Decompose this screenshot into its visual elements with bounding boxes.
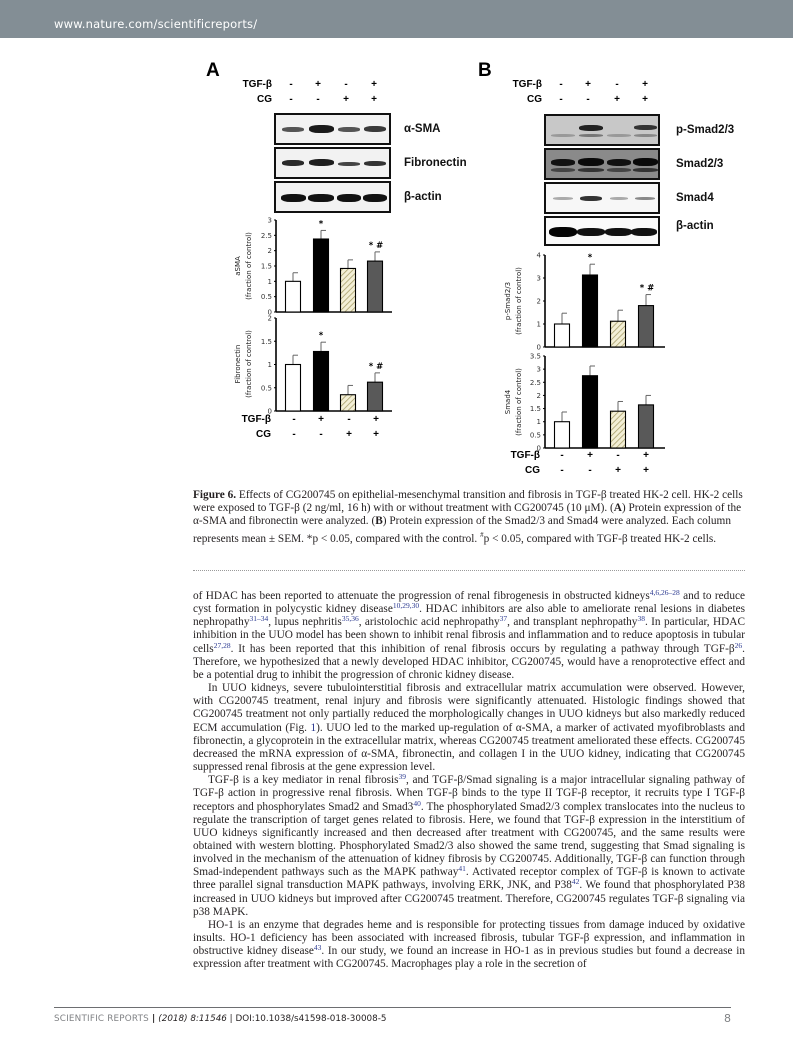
y-tick-label: 1 <box>267 361 272 369</box>
citation-ref[interactable]: 10,29,30 <box>392 601 420 611</box>
figure-caption <box>193 489 745 546</box>
y-tick-label: 4 <box>536 251 541 260</box>
panel-b-condition-value: - <box>559 79 563 90</box>
paragraph-3-text: . Activated receptor complex of TGF-β is known to activate three parallel signal transduction MAPK pathways, involving ERK, JNK, and P38 <box>193 866 746 892</box>
blot-label-beta-actin-b: β-actin <box>676 220 714 232</box>
panel-b-condition-value: - <box>615 79 619 90</box>
y-tick-label: 0 <box>536 343 541 352</box>
panel-b-x-condition-value: + <box>587 450 593 461</box>
citation-ref[interactable]: 4,6,26–28 <box>649 588 680 597</box>
y-axis-label: aSMA <box>234 256 242 276</box>
paragraph-1-text: . In particular, HDAC inhibition in the UUO model has been shown to inhibit renal fibrosis and inflammation and to reduce apoptosis in tubular cells <box>193 616 745 655</box>
y-tick-label: 1 <box>267 277 272 286</box>
panel-b-condition-value: - <box>559 94 563 105</box>
caption-text-2: ) Protein expression of the α-SMA and fibronectin were analyzed. ( <box>193 502 742 528</box>
y-tick-label: 0.5 <box>529 431 541 440</box>
figure-1-link[interactable]: 1 <box>310 721 317 734</box>
paragraph-1-text: of HDAC has been reported to attenuate the progression of renal fibrogenesis in obstructed kidneys <box>193 590 650 602</box>
panel-a-condition-value: - <box>289 94 293 105</box>
panel-b-x-condition-value: + <box>615 465 621 476</box>
y-axis-label: Fibronectin <box>234 344 242 384</box>
y-tick-label: 3 <box>536 274 541 283</box>
paragraph-1-text: , aristolochic acid nephropathy <box>358 616 500 629</box>
panel-a-condition-label: TGF-β <box>242 79 272 90</box>
panel-a-condition-value: - <box>289 79 293 90</box>
caption-ref-a: A <box>613 502 622 515</box>
bar-charts <box>0 0 793 490</box>
bar <box>639 306 654 347</box>
panel-a-x-condition-value: + <box>346 429 352 440</box>
paragraph-1-text: . HDAC inhibitors are also able to ameliorate renal lesions in diabetes nephropathy <box>193 603 745 629</box>
significance-annotation: * <box>318 331 324 342</box>
panel-a-x-condition-value: - <box>347 414 351 425</box>
panel-b-x-condition-value: - <box>588 465 592 476</box>
panel-b-x-condition-label: TGF-β <box>510 450 540 461</box>
y-axis-label-unit: (fraction of control) <box>515 368 523 436</box>
panel-a-condition-value: + <box>371 94 377 105</box>
panel-a-letter: A <box>206 60 220 81</box>
panel-a-x-condition-value: + <box>373 429 379 440</box>
paragraph-3-text: . The phosphorylated Smad2/3 complex translocates into the nucleus to regulate the transcription of target genes related to fibrosis. Here, we found that TGF-β expression in the interstitium of UUO kidneys significantly increased and then decreased after treatment with CG200745, and the same results were obtained with western blotting. Phosphorylated Smad2/3 also showed the same trend, suggesting that Smad signaling is involved in the mechanism of the attenuation of kidney fibrosis by CG200745. Additionally, TGF-β can function through Smad-independent pathways such as the MAPK pathway <box>193 800 745 879</box>
paragraph-1-text: and to reduce cyst formation in polycystic kidney disease <box>193 590 745 616</box>
significance-annotation: * # <box>639 283 655 294</box>
footer <box>54 1014 387 1024</box>
paragraph-1-text: . It has been reported that this inhibition of renal fibrosis occurs by regulating a pathway through TGF-β <box>230 642 735 655</box>
bar <box>286 365 301 412</box>
site-url[interactable]: www.nature.com/scientificreports/ <box>54 17 258 31</box>
paragraph-1-text: , lupus nephritis <box>268 616 342 629</box>
footer-sep-1: | <box>148 1014 159 1024</box>
y-axis-label-unit: (fraction of control) <box>245 330 253 398</box>
footer-sep-2: | <box>226 1014 236 1024</box>
bar <box>583 275 598 347</box>
blot-label-smad4: Smad4 <box>676 192 714 204</box>
footer-doi[interactable]: DOI:10.1038/s41598-018-30008-5 <box>235 1014 387 1024</box>
panel-b-letter: B <box>478 60 492 81</box>
paragraph-1-text: . Therefore, we hypothesized that a newly developed HDAC inhibitor, CG200745, would have a renoprotective effect and be a potential drug to inhibit the progression of chronic kidney disease. <box>193 642 745 681</box>
bar <box>583 376 598 448</box>
paragraph-1-text: , and transplant nephropathy <box>507 616 638 629</box>
citation-ref[interactable]: 37 <box>499 614 508 624</box>
blot-label-smad23: Smad2/3 <box>676 158 724 170</box>
article-body <box>193 590 745 972</box>
blot-label-alpha-sma: α-SMA <box>404 123 441 135</box>
y-axis-label: Smad4 <box>504 389 512 415</box>
citation-ref[interactable]: 26 <box>734 640 743 650</box>
y-tick-label: 3 <box>267 216 272 225</box>
bar <box>611 411 626 448</box>
paragraph-1 <box>193 590 745 682</box>
citation-ref[interactable]: 35,36 <box>341 614 359 624</box>
y-tick-label: 0.5 <box>260 384 272 393</box>
bar <box>341 395 356 411</box>
y-tick-label: 2 <box>267 314 272 323</box>
bar <box>314 239 329 312</box>
y-tick-label: 2.5 <box>260 231 272 240</box>
caption-hash: # <box>480 530 484 539</box>
panel-b-x-condition-value: - <box>560 450 564 461</box>
y-axis-label-unit: (fraction of control) <box>245 232 253 300</box>
panel-b-condition-value: + <box>614 94 620 105</box>
paragraph-4-text: . In our study, we found an increase in HO-1 as in previous studies but found a decrease in expression after treatment with CG200745. Macrophages play a role in the secretion of <box>193 945 745 971</box>
paragraph-4-text: HO-1 is an enzyme that degrades heme and is responsible for protecting tissues from damage induced by oxidative insults. HO-1 deficiency has been associated with increased fibrosis, tubular TGF-β expression, and inflammation in obstructive kidney disease <box>193 918 745 958</box>
caption-ref-b: B <box>375 515 383 528</box>
significance-annotation: * <box>587 253 593 264</box>
y-tick-label: 1 <box>536 418 541 427</box>
y-tick-label: 0 <box>267 308 272 317</box>
y-tick-label: 0.5 <box>260 293 272 302</box>
citation-ref[interactable]: 27,28 <box>213 640 231 650</box>
footer-rule <box>54 1007 731 1008</box>
caption-label: Figure 6. <box>193 489 237 501</box>
citation-ref[interactable]: 39 <box>398 772 407 782</box>
paragraph-2-text-b: ). UUO led to the marked up-regulation of α-SMA, a marker of activated myofibroblasts and fibronectin, a glycoprotein in the extracellular matrix, whereas CG200745 treatment ameliorated these effects. CG200745 decreased the mRNA expression of α-SMA, fibronectin, and collagen I in the UUO kidney, indicating that CG200745 suppressed renal fibrosis at the gene expression level. <box>193 721 745 774</box>
panel-a-condition-value: - <box>344 79 348 90</box>
citation-ref[interactable]: 38 <box>637 614 645 624</box>
panel-a-x-condition-value: - <box>292 414 296 425</box>
panel-b-condition-value: - <box>586 94 590 105</box>
citation-ref[interactable]: 31–34 <box>249 614 269 624</box>
paragraph-2 <box>193 682 745 774</box>
y-tick-label: 3 <box>536 365 541 374</box>
panel-a-x-condition-value: + <box>373 414 379 425</box>
y-tick-label: 3.5 <box>529 352 541 361</box>
blot-label-p-smad23: p-Smad2/3 <box>676 124 735 136</box>
panel-a-condition-value: + <box>371 79 377 90</box>
bar <box>286 281 301 312</box>
y-tick-label: 0 <box>536 444 541 453</box>
y-tick-label: 0 <box>267 407 272 416</box>
panel-a-x-condition-label: CG <box>256 429 271 440</box>
paragraph-3-text: , and TGF-β/Smad signaling is a major intracellular signaling pathway of TGF-β action in progressive renal fibrosis. When TGF-β binds to the type II TGF-β receptor, it recruits type I TGF-β receptors and phosphorylates Smad2 and Smad3 <box>193 774 746 813</box>
panel-a-x-condition-value: - <box>292 429 296 440</box>
panel-a-condition-label: CG <box>257 94 272 105</box>
section-divider <box>193 570 745 571</box>
y-axis-label: p-Smad2/3 <box>504 281 512 321</box>
bar <box>555 324 570 347</box>
panel-b-condition-value: + <box>642 79 648 90</box>
bar <box>314 351 329 411</box>
paragraph-3-text: . We found that phosphorylated P38 increased in UUO kidneys but improved after CG200745 treatment. Therefore, CG200745 regulates TGF-β signaling via p38 MAPK. <box>193 879 745 918</box>
bar <box>368 382 383 411</box>
blot-label-beta-actin-a: β-actin <box>404 191 442 203</box>
panel-b-x-condition-value: + <box>643 450 649 461</box>
significance-annotation: * # <box>368 240 384 251</box>
caption-text-4: p < 0.05, compared with TGF-β treated HK-2 cells. <box>483 532 717 545</box>
y-tick-label: 2.5 <box>529 378 541 387</box>
citation-ref[interactable]: 40 <box>413 798 421 808</box>
footer-journal: SCIENTIFIC REPORTS <box>54 1014 149 1024</box>
y-tick-label: 1.5 <box>260 337 272 346</box>
panel-b-x-condition-label: CG <box>525 465 540 476</box>
panel-a-condition-value: + <box>343 94 349 105</box>
panel-b-x-condition-value: - <box>616 450 620 461</box>
footer-year: (2018) 8:11546 <box>158 1014 227 1024</box>
panel-b-x-condition-value: + <box>643 465 649 476</box>
paragraph-3 <box>193 774 745 919</box>
caption-text-3: ) Protein expression of the Smad2/3 and Smad4 were analyzed. Each column represents mean ± SEM. *p < 0.05, compared with the control. <box>193 515 731 545</box>
y-tick-label: 1 <box>536 320 541 329</box>
page-number: 8 <box>724 1012 731 1025</box>
panel-b-condition-value: + <box>642 94 648 105</box>
panel-a-x-condition-value: + <box>318 414 324 425</box>
paragraph-3-text: TGF-β is a key mediator in renal fibrosis <box>208 774 399 787</box>
caption-title: Effects of CG200745 on epithelial-mesenchymal transition and fibrosis in TGF-β treated HK-2 cell. <box>238 489 691 501</box>
significance-annotation: * # <box>368 361 384 372</box>
paragraph-2-text-a: In UUO kidneys, severe tubulointerstitial fibrosis and extracellular matrix accumulation were observed. However, with CG200745 treatment, renal injury and fibrosis were significantly attenuated. Histologic findings showed that CG200745 treatment not only partially reduced the morphologically changes in UUO kidneys but also markedly reduced ECM accumulation (Fig. <box>193 682 745 734</box>
y-tick-label: 2 <box>536 297 541 306</box>
bar <box>368 261 383 312</box>
blot-label-fibronectin: Fibronectin <box>404 157 467 169</box>
significance-annotation: * <box>318 219 324 230</box>
panel-a-condition-value: + <box>315 79 321 90</box>
y-axis-label-unit: (fraction of control) <box>515 267 523 335</box>
bar <box>611 321 626 347</box>
panel-a-x-condition-value: - <box>319 429 323 440</box>
bar <box>341 268 356 312</box>
panel-b-condition-value: + <box>585 79 591 90</box>
panel-b-condition-label: TGF-β <box>512 79 542 90</box>
panel-b-condition-label: CG <box>527 94 542 105</box>
panel-a-condition-value: - <box>316 94 320 105</box>
panel-a-x-condition-label: TGF-β <box>241 414 271 425</box>
citation-ref[interactable]: 42 <box>571 877 580 887</box>
citation-ref[interactable]: 43 <box>313 943 322 953</box>
paragraph-4 <box>193 919 745 972</box>
bar <box>555 422 570 448</box>
bar <box>639 405 654 448</box>
y-tick-label: 1.5 <box>529 405 541 414</box>
citation-ref[interactable]: 41 <box>458 864 466 874</box>
panel-b-x-condition-value: - <box>560 465 564 476</box>
y-tick-label: 2 <box>267 247 272 256</box>
caption-text-1: HK-2 cells were exposed to TGF-β (2 ng/ml, 16 h) with or without treatment with CG200745 (10 μM). ( <box>193 489 743 515</box>
y-tick-label: 2 <box>536 391 541 400</box>
y-tick-label: 1.5 <box>260 262 272 271</box>
